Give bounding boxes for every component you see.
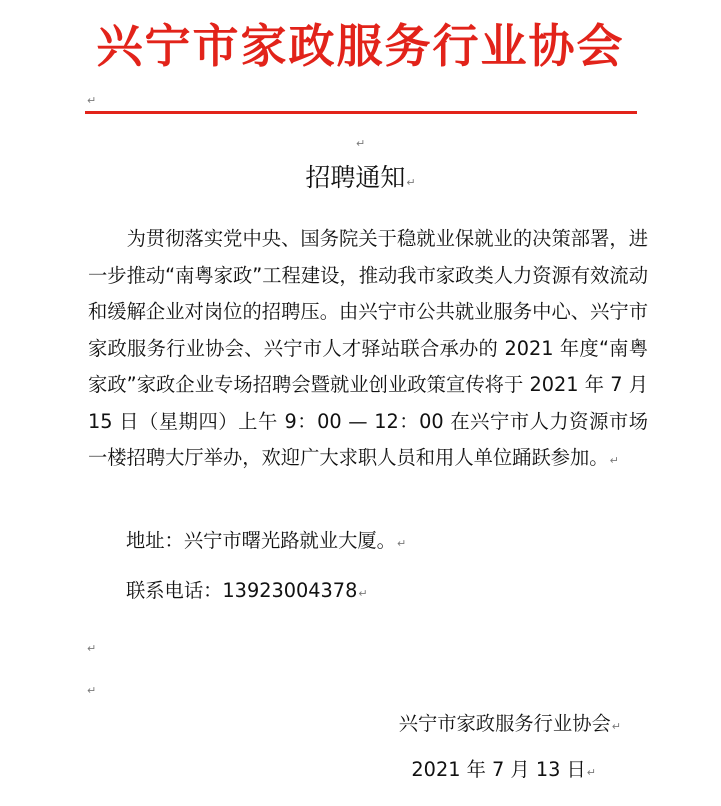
paragraph-mark-icon: ↵ xyxy=(356,137,366,150)
paragraph-mark-icon: ↵ xyxy=(609,454,619,467)
signature-organization xyxy=(399,709,621,742)
signature-date-text: 2021 年 7 月 13 日 xyxy=(411,758,586,781)
address-line xyxy=(126,526,406,559)
address-text: 地址：兴宁市曙光路就业大厦。 xyxy=(126,529,396,552)
org-header-title xyxy=(0,14,721,78)
paragraph-mark-icon: ↵ xyxy=(396,537,407,550)
phone-text: 联系电话：13923004378 xyxy=(126,579,358,602)
signature-date xyxy=(411,755,596,788)
paragraph-mark-icon: ↵ xyxy=(611,720,621,733)
notice-title-text: 招聘通知 xyxy=(305,163,406,192)
paragraph-mark-icon: ↵ xyxy=(87,94,97,107)
notice-body-text: 为贯彻落实党中央、国务院关于稳就业保就业的决策部署，进一步推动“南粤家政”工程建设，推动我市家政类人力资源有效流动和缓解企业对岗位的招聘压。由兴宁市公共就业服务中心、兴宁市家政服务行业协会、兴宁市人才驿站联合承办的 2021 年度“南粤家政”家政企业专场招聘会暨就业创业政策宣传将于 2021 年 7 月 15 日（星期四）上午 9：00 — 12：00 在兴宁市人力资源市场一楼招聘大厅举办，欢迎广大求职人员和用人单位踊跃参加。 xyxy=(88,227,648,469)
org-header-text: 兴宁市家政服务行业协会 xyxy=(96,19,625,73)
signature-org-text: 兴宁市家政服务行业协会 xyxy=(398,712,611,735)
notice-body-paragraph xyxy=(88,221,648,480)
paragraph-mark-icon: ↵ xyxy=(358,587,368,600)
paragraph-mark-icon: ↵ xyxy=(406,176,416,189)
paragraph-mark-icon: ↵ xyxy=(87,642,97,655)
header-red-rule xyxy=(85,111,637,114)
paragraph-mark-icon: ↵ xyxy=(87,684,97,697)
notice-title xyxy=(0,160,721,201)
phone-line xyxy=(126,576,368,609)
paragraph-mark-icon: ↵ xyxy=(586,766,596,779)
